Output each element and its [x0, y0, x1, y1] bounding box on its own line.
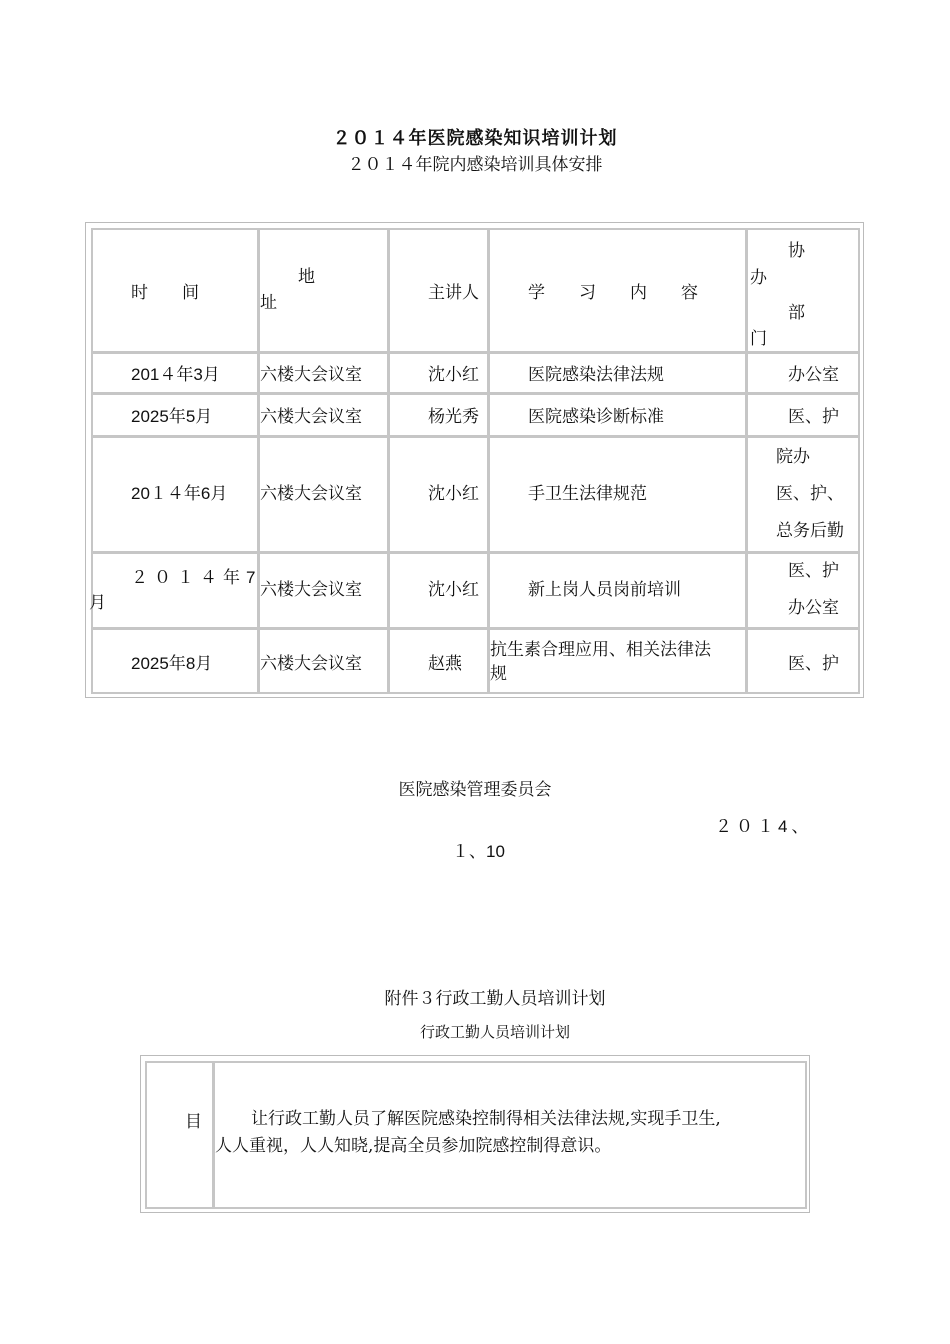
- row-3-dept-line-1: 院办: [776, 447, 810, 467]
- row-3-content: 手卫生法律规范: [528, 484, 647, 504]
- date-line-2: １、10: [452, 842, 505, 861]
- row-2-time: 2025年5月: [131, 407, 213, 426]
- table-row-5-content: [488, 628, 747, 694]
- table-row-1-content: [488, 352, 747, 394]
- header-dept: [746, 228, 860, 353]
- header-content-label: 学 习 内 容: [528, 283, 698, 303]
- row-1-content: 医院感染法律法规: [528, 365, 664, 385]
- row-1-speaker: 沈小红: [428, 365, 479, 385]
- row-1-place: 六楼大会议室: [260, 365, 362, 385]
- row-5-content-line-2: 规: [490, 664, 507, 684]
- annex-table-text-line-2: 人人重视，人人知晓,提高全员参加院感控制得意识。: [215, 1136, 612, 1156]
- row-3-place: 六楼大会议室: [260, 484, 362, 504]
- date-line-1: ２０１4、: [715, 817, 813, 836]
- header-dept-label-c: 部: [788, 303, 805, 323]
- table-row-2-time: [91, 393, 259, 437]
- table-row-5-speaker: [388, 628, 489, 694]
- row-4-speaker: 沈小红: [428, 580, 479, 600]
- table-row-4-dept: [746, 552, 860, 629]
- row-4-time-b: 月: [89, 593, 106, 613]
- row-5-place: 六楼大会议室: [260, 654, 362, 674]
- annex-title: 附件３行政工勤人员培训计划: [384, 989, 606, 1009]
- document-subtitle: ２０１４年院内感染培训具体安排: [347, 155, 603, 175]
- row-1-dept: 办公室: [788, 365, 839, 385]
- row-4-dept-line-2: 办公室: [788, 598, 839, 618]
- row-1-time: 201４年3月: [131, 365, 220, 384]
- row-5-speaker: 赵燕: [428, 654, 462, 674]
- annex-subtitle: 行政工勤人员培训计划: [419, 1023, 570, 1041]
- annex-table-label: 目: [185, 1112, 202, 1132]
- table-row-3-dept: [746, 436, 860, 553]
- header-dept-label-b: 办: [750, 268, 767, 288]
- header-time-label: 时 间: [131, 283, 199, 303]
- row-5-content-line-1: 抗生素合理应用、相关法律法: [490, 640, 711, 660]
- annex-table-text-line-1: 让行政工勤人员了解医院感染控制得相关法律法规,实现手卫生,: [251, 1109, 721, 1129]
- row-3-time: 20１４年6月: [131, 484, 228, 503]
- header-dept-label-a: 协: [788, 241, 805, 261]
- header-place-label-b: 址: [260, 293, 277, 313]
- header-place: [258, 228, 389, 353]
- row-3-speaker: 沈小红: [428, 484, 479, 504]
- table-row-5-place: [258, 628, 389, 694]
- header-speaker: [388, 228, 489, 353]
- row-3-dept-line-2: 医、护、: [776, 484, 844, 504]
- table-row-3-speaker: [388, 436, 489, 553]
- committee-signature: 医院感染管理委员会: [398, 780, 552, 800]
- document-title: ２０１４年医院感染知识培训计划: [332, 128, 618, 149]
- table-row-1-speaker: [388, 352, 489, 394]
- row-5-time: 2025年8月: [131, 654, 213, 673]
- table-row-5-time: [91, 628, 259, 694]
- row-4-dept-line-1: 医、护: [788, 561, 839, 581]
- schedule-table: [85, 222, 864, 698]
- row-4-content: 新上岗人员岗前培训: [528, 580, 681, 600]
- table-row-3-content: [488, 436, 747, 553]
- table-row-3-time: [91, 436, 259, 553]
- table-row-2-dept: [746, 393, 860, 437]
- table-row-1-place: [258, 352, 389, 394]
- table-row-1-time: [91, 352, 259, 394]
- table-row-1-dept: [746, 352, 860, 394]
- annex-table-text-cell: [213, 1061, 807, 1209]
- header-speaker-label: 主讲人: [428, 283, 479, 303]
- table-row-2-place: [258, 393, 389, 437]
- row-2-speaker: 杨光秀: [428, 407, 479, 427]
- table-row-4-speaker: [388, 552, 489, 629]
- row-2-dept: 医、护: [788, 407, 839, 427]
- row-2-content: 医院感染诊断标准: [528, 407, 664, 427]
- annex-table: [140, 1055, 810, 1213]
- row-5-dept: 医、护: [788, 654, 839, 674]
- row-4-place: 六楼大会议室: [260, 580, 362, 600]
- annex-table-label-cell: [145, 1061, 214, 1209]
- row-2-place: 六楼大会议室: [260, 407, 362, 427]
- row-3-dept-line-3: 总务后勤: [776, 521, 844, 541]
- header-dept-label-d: 门: [750, 329, 767, 349]
- table-row-3-place: [258, 436, 389, 553]
- table-row-4-place: [258, 552, 389, 629]
- header-time: [91, 228, 259, 353]
- table-row-4-content: [488, 552, 747, 629]
- header-place-label-a: 地: [298, 267, 315, 287]
- table-row-5-dept: [746, 628, 860, 694]
- table-row-2-speaker: [388, 393, 489, 437]
- table-row-2-content: [488, 393, 747, 437]
- header-content: [488, 228, 747, 353]
- table-row-4-time: [89, 552, 262, 629]
- row-4-time-a: ２０１４年7: [131, 568, 262, 587]
